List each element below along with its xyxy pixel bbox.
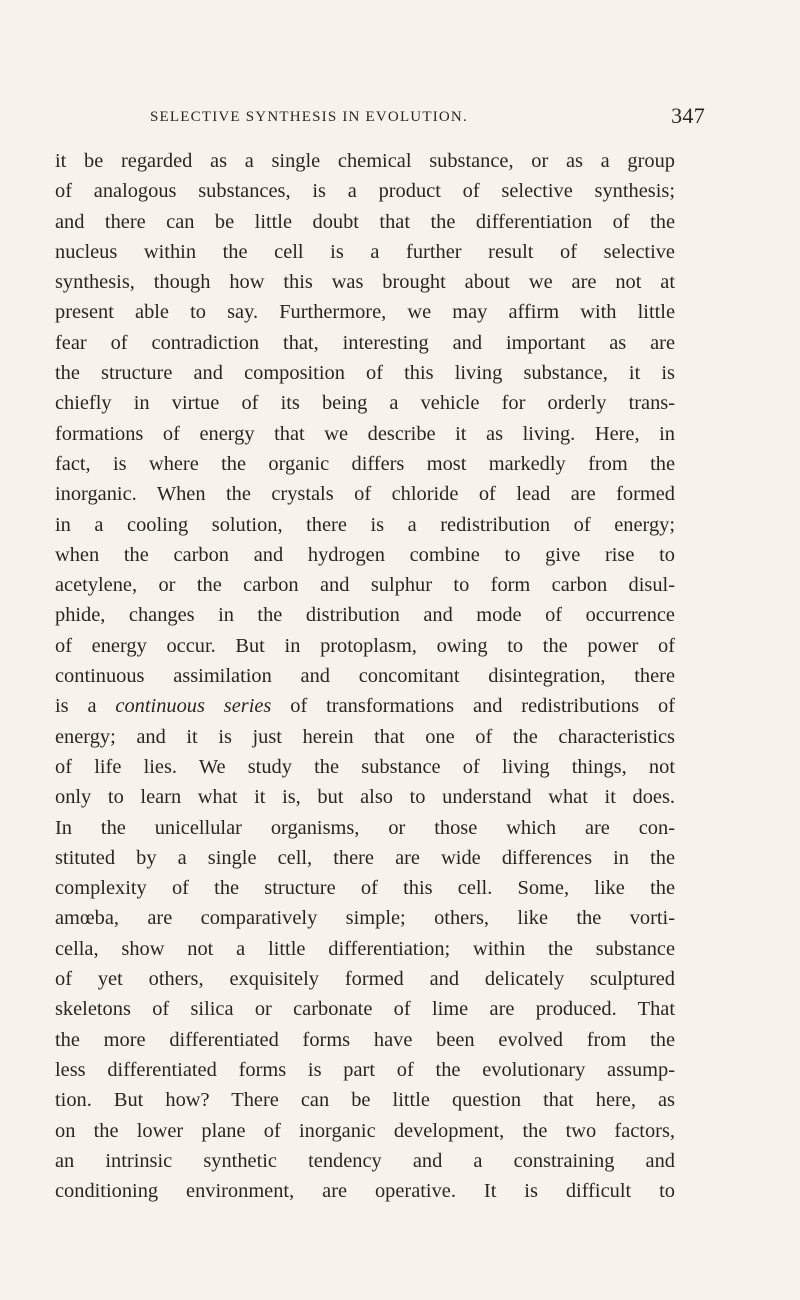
body-text — [55, 146, 675, 1206]
text-line: of life lies. We study the substance of living things, not — [55, 755, 675, 778]
text-line: acetylene, or the carbon and sulphur to form carbon disul- — [55, 574, 675, 597]
text-line: when the carbon and hydrogen combine to give rise to — [55, 543, 675, 566]
text-line: cella, show not a little differentiation; within the substance — [55, 937, 675, 960]
text-line: skeletons of silica or carbonate of lime are produced. That — [55, 998, 675, 1021]
text-line: conditioning environment, are operative. It is difficult to — [55, 1180, 675, 1203]
text-line-with-italic — [55, 691, 675, 721]
text-line: fact, is where the organic differs most markedly from the — [55, 452, 675, 475]
text-line: it be regarded as a single chemical substance, or as a group — [55, 150, 675, 172]
text-line: inorganic. When the crystals of chloride of lead are formed — [55, 483, 675, 506]
italic-phrase: continuous series — [115, 695, 272, 718]
text-line: and there can be little doubt that the differentiation of the — [55, 210, 675, 233]
text-line: tion. But how? There can be little question that here, as — [55, 1089, 675, 1112]
text-line: of yet others, exquisitely formed and delicately sculptured — [55, 968, 675, 991]
text-line: In the unicellular organisms, or those which are con- — [55, 816, 675, 839]
text-line: fear of contradiction that, interesting and important as are — [55, 331, 675, 354]
text-line: continuous assimilation and concomitant disintegration, there — [55, 665, 675, 688]
line-text-before: is a — [55, 695, 116, 718]
text-line: formations of energy that we describe it as living. Here, in — [55, 422, 675, 445]
running-head — [150, 99, 705, 133]
text-line: nucleus within the cell is a further result of selective — [55, 240, 675, 263]
text-line: only to learn what it is, but also to understand what it does. — [55, 786, 675, 809]
text-line: chiefly in virtue of its being a vehicle for orderly trans- — [55, 392, 675, 415]
text-line: amœba, are comparatively simple; others, like the vorti- — [55, 907, 675, 930]
text-line: on the lower plane of inorganic development, the two factors, — [55, 1119, 675, 1142]
text-line: less differentiated forms is part of the evolutionary assump- — [55, 1058, 675, 1081]
text-line: present able to say. Furthermore, we may affirm with little — [55, 301, 675, 324]
running-title: SELECTIVE SYNTHESIS IN EVOLUTION. — [150, 109, 468, 125]
text-line: in a cooling solution, there is a redistribution of energy; — [55, 513, 675, 536]
text-line: of analogous substances, is a product of selective synthesis; — [55, 180, 675, 203]
page-number: 347 — [671, 103, 705, 128]
text-line: phide, changes in the distribution and mode of occurrence — [55, 604, 675, 627]
text-line: an intrinsic synthetic tendency and a constraining and — [55, 1149, 675, 1172]
text-line: stituted by a single cell, there are wide differences in the — [55, 846, 675, 869]
text-line: the structure and composition of this living substance, it is — [55, 362, 675, 385]
line-text-after: of transformations and redistributions of — [271, 695, 675, 718]
text-line: energy; and it is just herein that one of the characteristics — [55, 725, 675, 748]
text-line: the more differentiated forms have been evolved from the — [55, 1028, 675, 1051]
text-line: complexity of the structure of this cell. Some, like the — [55, 877, 675, 900]
text-line: of energy occur. But in protoplasm, owing to the power of — [55, 634, 675, 657]
text-line: synthesis, though how this was brought about we are not at — [55, 271, 675, 294]
